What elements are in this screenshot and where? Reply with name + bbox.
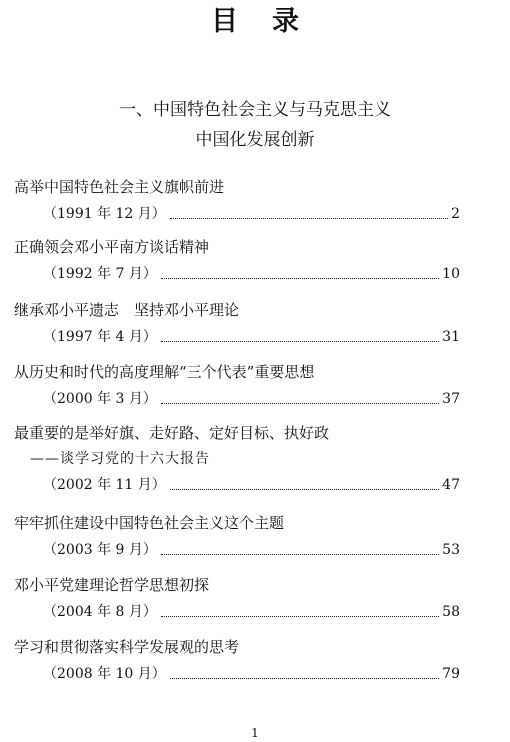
toc-entry-date: （2004 年 8 月） <box>43 604 157 620</box>
toc-entry-line <box>14 205 460 223</box>
toc-entry-line <box>14 328 460 346</box>
toc-entry-page: 79 <box>442 666 460 682</box>
toc-entry[interactable] <box>14 423 460 494</box>
dot-leader <box>161 554 439 555</box>
toc-entry-page: 2 <box>451 206 460 222</box>
toc-entry-title: 最重要的是举好旗、走好路、定好目标、执好政 <box>14 424 330 442</box>
toc-entry[interactable] <box>14 637 460 683</box>
toc-entry-title: 从历史和时代的高度理解“三个代表”重要思想 <box>14 363 315 381</box>
page-number: 1 <box>251 726 259 740</box>
page-title: 目录 <box>211 6 333 37</box>
dot-leader <box>161 278 439 279</box>
toc-entry-page: 47 <box>442 477 460 493</box>
toc-entry-date: （1997 年 4 月） <box>43 329 157 345</box>
section-heading-line2: 中国化发展创新 <box>195 130 315 150</box>
dot-leader <box>161 341 439 342</box>
toc-entry-date: （2002 年 11 月） <box>43 477 166 493</box>
toc-entry-date: （2008 年 10 月） <box>43 666 166 682</box>
toc-entry-subtitle: ——谈学习党的十六大报告 <box>30 451 210 467</box>
toc-entry-page: 53 <box>442 542 460 558</box>
toc-entry[interactable] <box>14 237 460 283</box>
toc-entry-line <box>14 265 460 283</box>
toc-entry-title: 牢牢抓住建设中国特色社会主义这个主题 <box>14 514 285 532</box>
toc-entry-line <box>14 665 460 683</box>
section-heading-line1: 一、中国特色社会主义与马克思主义 <box>119 100 391 120</box>
toc-entry-line <box>14 541 460 559</box>
toc-entry-page: 58 <box>442 604 460 620</box>
dot-leader <box>161 403 439 404</box>
toc-entry-line <box>14 603 460 621</box>
toc-entry-page: 37 <box>442 391 460 407</box>
toc-entry-title: 高举中国特色社会主义旗帜前进 <box>14 178 225 196</box>
toc-entry[interactable] <box>14 300 460 346</box>
toc-entry[interactable] <box>14 575 460 621</box>
toc-entry-title: 继承邓小平遗志 坚持邓小平理论 <box>14 301 240 319</box>
dot-leader <box>170 678 439 679</box>
toc-entry-date: （2003 年 9 月） <box>43 542 157 558</box>
toc-entry-title: 学习和贯彻落实科学发展观的思考 <box>14 638 240 656</box>
dot-leader <box>170 489 439 490</box>
toc-entry-line <box>14 390 460 408</box>
dot-leader <box>170 218 448 219</box>
toc-entry-page: 10 <box>442 266 460 282</box>
toc-entry[interactable] <box>14 362 460 408</box>
toc-entry-page: 31 <box>442 329 460 345</box>
toc-entry-date: （1992 年 7 月） <box>43 266 157 282</box>
toc-entry[interactable] <box>14 513 460 559</box>
dot-leader <box>161 616 439 617</box>
toc-entry[interactable] <box>14 177 460 223</box>
toc-entry-date: （2000 年 3 月） <box>43 391 157 407</box>
toc-entry-line <box>14 476 460 494</box>
toc-entry-title: 邓小平党建理论哲学思想初探 <box>14 576 210 594</box>
toc-entry-date: （1991 年 12 月） <box>43 206 166 222</box>
toc-entry-title: 正确领会邓小平南方谈话精神 <box>14 238 210 256</box>
